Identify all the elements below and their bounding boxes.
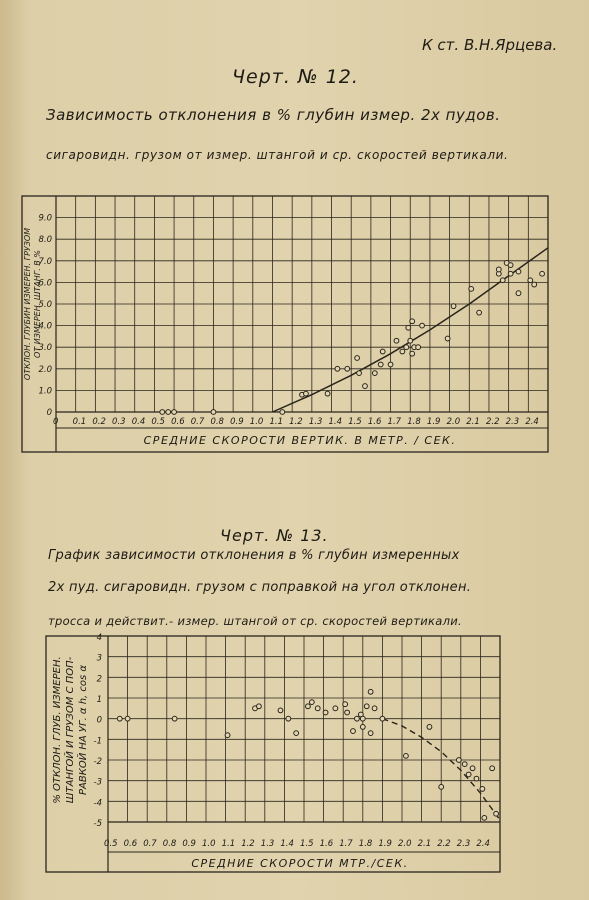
chart13-point xyxy=(439,784,444,789)
chart13-point xyxy=(315,706,320,711)
chart12-x-tick-label: 1.8 xyxy=(407,417,421,427)
chart12-y-tick-label: 9.0 xyxy=(38,213,52,224)
chart13-x-tick-label: 0.7 xyxy=(143,839,157,849)
chart13-point xyxy=(117,716,122,721)
chart13-point xyxy=(466,772,471,777)
chart13-y-axis-label-line1: % ОТКЛОН. ГЛУБ. ИЗМЕРЕН. xyxy=(52,656,63,804)
chart13-point xyxy=(294,731,299,736)
chart13-point xyxy=(351,729,356,734)
chart13-point xyxy=(380,716,385,721)
chart12-x-tick-label: 1.4 xyxy=(328,417,343,427)
chart12-y-tick-label: 8.0 xyxy=(38,235,52,246)
chart13-point xyxy=(343,702,348,707)
chart13-point xyxy=(309,700,314,705)
author-note: К ст. В.Н.Ярцева. xyxy=(422,36,558,54)
chart13-point xyxy=(345,710,350,715)
chart13-point xyxy=(474,776,479,781)
chart12-caption-line1: Зависимость отклонения в % глубин измер. 2х пудов. xyxy=(46,106,501,124)
chart13-x-tick-label: 1.6 xyxy=(319,839,334,849)
chart13-y-axis-label-line3: РАВКОЙ НА УГ. α h, cos α xyxy=(78,665,89,795)
chart12-x-tick-label: 2.3 xyxy=(505,417,520,427)
chart12-x-tick-label: 1.7 xyxy=(387,417,402,427)
chart13-x-tick-label: 2.1 xyxy=(417,839,432,849)
chart12-caption-line2: сигаровидн. грузом от измер. штангой и ср. скоростей вертикали. xyxy=(46,148,509,162)
chart13-point xyxy=(462,762,467,767)
chart12-x-tick-label: 0.3 xyxy=(112,417,126,427)
chart13-point xyxy=(368,689,373,694)
chart13-point xyxy=(368,731,373,736)
chart12-y-tick-label: 0 xyxy=(46,408,52,418)
chart13-point xyxy=(323,710,328,715)
chart12-y-tick-label: 5.0 xyxy=(38,300,52,310)
chart13-point xyxy=(482,815,487,820)
chart12-x-tick-label: 0.1 xyxy=(72,417,87,427)
chart13-x-tick-label: 1.7 xyxy=(339,839,353,849)
chart13-x-tick-label: 1.3 xyxy=(260,839,275,849)
chart12-x-tick-label: 1.0 xyxy=(249,417,264,427)
chart13-x-axis-label: СРЕДНИЕ СКОРОСТИ МТР./СЕК. xyxy=(191,857,409,870)
chart13-x-tick-label: 0.9 xyxy=(182,839,196,849)
chart13-x-tick-label: 1.8 xyxy=(358,839,373,849)
chart13-point xyxy=(470,766,475,771)
chart12-x-tick-label: 1.1 xyxy=(269,417,284,427)
chart12-y-tick-label: 1.0 xyxy=(38,386,52,397)
chart12-x-tick-label: 2.2 xyxy=(485,417,500,427)
chart12-y-axis-label-line2: ОТ ИЗМЕРЕН. ШТАНГ. В % xyxy=(33,250,42,358)
chart13-point xyxy=(360,725,365,730)
chart13-y-tick-label: 4 xyxy=(96,633,102,643)
chart13-y-tick-label: 2 xyxy=(96,674,102,685)
chart12-x-tick-label: 0.5 xyxy=(151,417,165,427)
chart13-y-tick-label: -3 xyxy=(93,777,102,788)
chart12-y-tick-label: 4.0 xyxy=(38,321,52,332)
chart13-caption-line2: 2х пуд. сигаровидн. грузом с поправкой на угол отклонен. xyxy=(48,580,472,595)
chart13-frame xyxy=(46,636,500,872)
chart12-y-tick-label: 3.0 xyxy=(38,343,52,354)
chart12-y-axis-label-line1: ОТКЛОН. ГЛУБИН ИЗМЕРЕН. ГРУЗОМ xyxy=(23,227,32,381)
chart12-x-tick-label: 0.8 xyxy=(210,417,224,427)
chart13-x-tick-label: 1.9 xyxy=(378,839,392,849)
chart13-point xyxy=(355,716,360,721)
chart13-point xyxy=(360,716,365,721)
chart13-point xyxy=(494,811,499,816)
chart12-x-tick-label: 2.0 xyxy=(446,417,461,427)
chart13-y-axis-label-line2: ШТАНГОЙ И ГРУЗОМ С ПОП- xyxy=(65,656,76,804)
chart13-y-tick-label: 1 xyxy=(96,695,102,705)
chart13-y-tick-label: -5 xyxy=(93,819,102,829)
chart13-x-tick-label: 1.0 xyxy=(202,839,216,849)
chart12-y-tick-label: 6.0 xyxy=(38,278,52,289)
chart12-x-tick-label: 1.5 xyxy=(348,417,362,427)
chart12-x-tick-label: 2.4 xyxy=(525,417,539,427)
chart12-x-tick-label: 0.9 xyxy=(230,417,244,427)
chart12-x-tick-label: 0.6 xyxy=(171,417,185,427)
chart13-y-tick-label: 3 xyxy=(96,653,102,664)
chart13-x-tick-label: 2.4 xyxy=(476,839,490,849)
chart13-point xyxy=(372,706,377,711)
chart13-title: Черт. № 13. xyxy=(220,526,329,545)
chart13-x-tick-label: 2.3 xyxy=(456,839,471,849)
chart13-point xyxy=(364,704,369,709)
chart12-x-tick-label: 1.2 xyxy=(289,417,303,427)
chart13-y-tick-label: -2 xyxy=(93,757,102,767)
chart12-title: Черт. № 12. xyxy=(232,66,359,88)
chart13-point xyxy=(333,706,338,711)
chart12-x-tick-label: 0.7 xyxy=(190,417,205,427)
chart13-y-tick-label: -1 xyxy=(93,736,102,747)
chart13-x-tick-label: 1.5 xyxy=(300,839,314,849)
chart13-point xyxy=(172,716,177,721)
chart13-point xyxy=(286,716,291,721)
chart13-x-tick-label: 1.2 xyxy=(241,839,255,849)
chart12-x-tick-label: 1.6 xyxy=(367,417,382,427)
chart13-caption-line1: График зависимости отклонения в % глубин измеренных xyxy=(48,548,460,563)
chart12-y-tick-label: 2.0 xyxy=(38,364,52,375)
chart13-x-tick-label: 0.8 xyxy=(162,839,177,849)
chart12-x-tick-label: 0 xyxy=(53,417,59,427)
chart12-x-axis-label: СРЕДНИЕ СКОРОСТИ ВЕРТИК. В МЕТР. / СЕК. xyxy=(143,434,457,447)
chart12-x-tick-label: 1.9 xyxy=(426,417,441,427)
chart13-caption-line3: тросса и действит.- измер. штангой от ср. скоростей вертикали. xyxy=(48,614,462,628)
chart12-x-tick-label: 1.3 xyxy=(308,417,323,427)
chart13-point xyxy=(480,787,485,792)
chart13-point xyxy=(306,704,311,709)
chart13-x-tick-label: 0.5 xyxy=(104,839,118,849)
chart13-point xyxy=(278,708,283,713)
chart12-x-tick-label: 2.1 xyxy=(466,417,480,427)
chart13-y-tick-label: -4 xyxy=(93,798,102,809)
chart13-x-tick-label: 1.4 xyxy=(280,839,294,849)
chart13-x-tick-label: 0.6 xyxy=(123,839,138,849)
chart13-point xyxy=(490,766,495,771)
chart12-x-tick-label: 0.4 xyxy=(131,417,146,427)
chart13-point xyxy=(125,716,130,721)
chart13-point xyxy=(456,758,461,763)
chart13-y-tick-label: 0 xyxy=(96,715,102,726)
chart12-x-tick-label: 0.2 xyxy=(92,417,106,427)
chart13-point xyxy=(257,704,262,709)
chart12-y-tick-label: 7.0 xyxy=(38,256,52,267)
chart13-x-tick-label: 2.2 xyxy=(437,839,451,849)
chart13-x-tick-label: 2.0 xyxy=(398,839,412,849)
chart13-point xyxy=(427,725,432,730)
chart13-point xyxy=(225,733,230,738)
chart13-x-tick-label: 1.1 xyxy=(221,839,236,849)
chart13-point xyxy=(404,753,409,758)
